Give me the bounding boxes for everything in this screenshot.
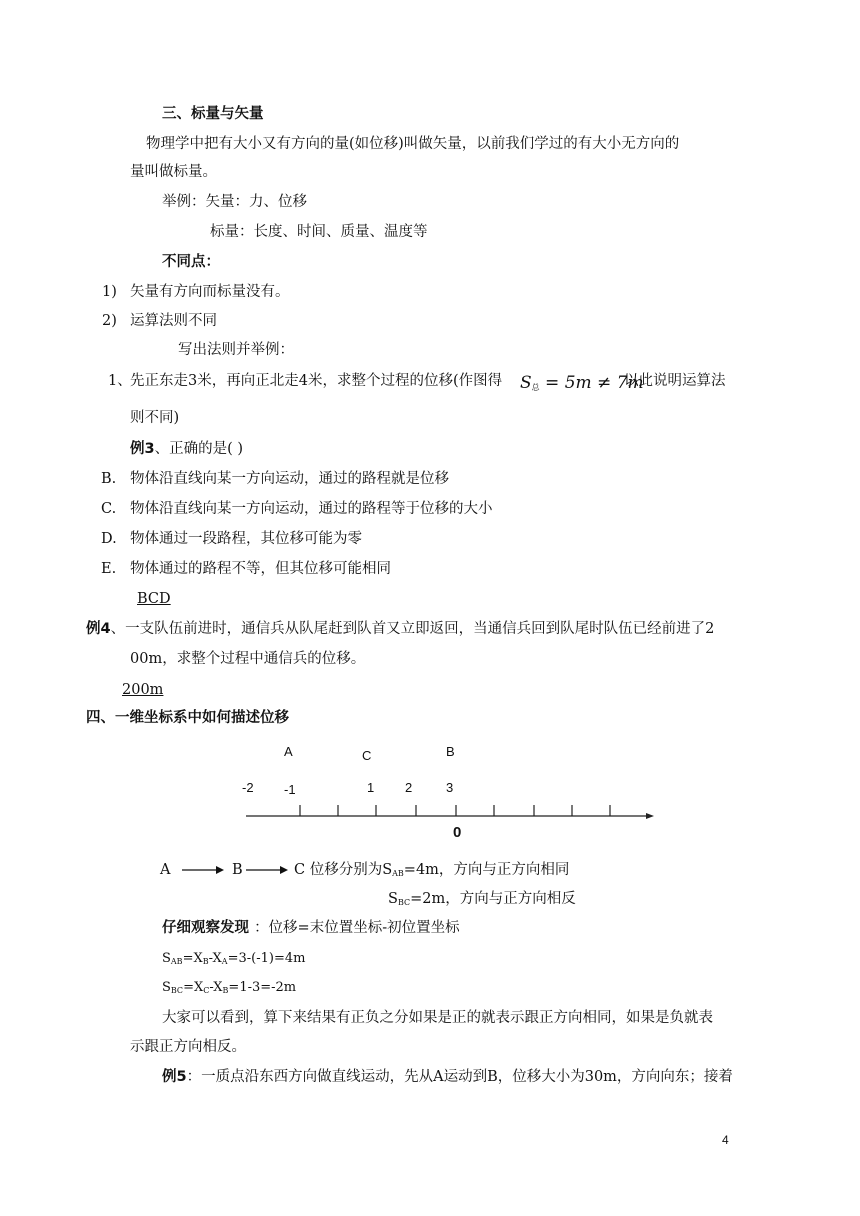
eq1-dash: -X (208, 951, 222, 966)
eq1-mid: =X (182, 951, 203, 966)
option-e-text: 物体通过的路程不等，但其位移可能相同 (130, 561, 391, 577)
example-5-text: ：一质点沿东西方向做直线运动，先从A运动到B，位移大小为30m，方向向东；接着 (186, 1069, 733, 1085)
flow-c-sub: AB (392, 869, 404, 878)
observation-line (162, 918, 460, 938)
number-line (244, 800, 656, 822)
tick-label-2: 2 (405, 780, 413, 795)
arrow-b-to-c-icon (246, 862, 290, 878)
formula-s: S (520, 373, 532, 393)
observation-text: ：位移=末位置坐标-初位置坐标 (254, 920, 460, 936)
example-3-answer: BCD (137, 591, 171, 607)
diff-item-1-text: 矢量有方向而标量没有。 (130, 284, 290, 300)
eq2-s-sub: BC (170, 986, 184, 995)
tick-label-1: 1 (367, 780, 375, 795)
question-1-text-c: 则不同) (130, 410, 180, 426)
number-line-arrow (646, 813, 654, 819)
eq2-x2-sub: B (222, 986, 229, 995)
option-c-text: 物体沿直线向某一方向运动，通过的路程等于位移的大小 (130, 501, 493, 517)
example-3-title (130, 439, 243, 459)
flow-point-b: B (232, 862, 243, 878)
displacement-bc-statement (388, 889, 576, 913)
eq1-x2-sub: A (221, 957, 228, 966)
tick-label-minus-2: -2 (242, 780, 254, 795)
example-vector: 举例：矢量：力、位移 (162, 194, 307, 210)
eq1-s: S (162, 951, 171, 966)
example-3-stem: 、正确的是( ) (154, 441, 244, 457)
page-number: 4 (722, 1133, 729, 1147)
example-4-line-2: 00m，求整个过程中通信兵的位移。 (130, 651, 366, 667)
example-4-text-1: 、一支队伍前进时，通信兵从队尾赶到队首又立即返回，当通信兵回到队尾时队伍已经前进了2 (110, 621, 715, 637)
summary-line-2: 示跟正方向相反。 (130, 1039, 246, 1055)
option-d-text: 物体通过一段路程，其位移可能为零 (130, 531, 362, 547)
intro-line-2: 量叫做标量。 (130, 164, 217, 180)
example-4-label: 例4 (86, 621, 111, 637)
bc-rest: =2m，方向与正方向相反 (410, 891, 576, 907)
equation-ab (162, 949, 305, 972)
flow-c-rest: =4m，方向与正方向相同 (403, 862, 570, 878)
rule-prompt: 写出法则并举例： (178, 342, 294, 358)
example-4-line-1 (86, 619, 714, 639)
eq1-s-sub: AB (170, 957, 183, 966)
tick-label-3: 3 (446, 780, 454, 795)
formula-subscript: 总 (531, 383, 540, 392)
diff-item-1-number: 1) (102, 284, 117, 300)
number-line-ticks (300, 805, 610, 816)
option-d-key: D. (101, 531, 117, 547)
intro-line-1: 物理学中把有大小又有方向的量(如位移)叫做矢量，以前我们学过的有大小无方向的 (146, 136, 680, 152)
origin-label: 0 (453, 824, 462, 841)
point-label-c: C (362, 748, 372, 763)
question-1-text: 先正东走3米，再向正北走4米，求整个过程的位移(作图得 (130, 373, 503, 389)
eq1-rest: =3-(-1)=4m (227, 951, 306, 966)
eq2-x1-sub: C (203, 986, 210, 995)
eq2-s: S (162, 980, 171, 995)
eq2-rest: =1-3=-2m (228, 980, 297, 995)
example-5-line (162, 1067, 733, 1087)
option-e-key: E. (101, 561, 117, 577)
point-label-b: B (446, 744, 455, 759)
question-1-text-b: 以此说明运算法 (624, 373, 726, 389)
option-c-key: C. (101, 501, 117, 517)
equation-bc (162, 978, 296, 1001)
summary-line-1: 大家可以看到，算下来结果有正负之分如果是正的就表示跟正方向相同，如果是负就表 (162, 1010, 713, 1026)
example-scalar: 标量：长度、时间、质量、温度等 (210, 224, 428, 240)
point-label-a: A (284, 744, 293, 759)
section-3-heading: 三、标量与矢量 (162, 106, 264, 122)
option-b-text: 物体沿直线向某一方向运动，通过的路程就是位移 (130, 471, 449, 487)
bc-s: S (388, 891, 398, 907)
diff-item-2-number: 2) (102, 313, 117, 329)
option-b-key: B. (101, 471, 117, 487)
eq2-mid: =X (183, 980, 204, 995)
example-4-answer: 200m (122, 682, 164, 698)
displacement-ab-statement (294, 860, 569, 884)
diff-item-2-text: 运算法则不同 (130, 313, 217, 329)
arrow-a-to-b-icon (182, 862, 226, 878)
example-5-label: 例5 (162, 1069, 187, 1085)
differences-heading: 不同点： (162, 254, 220, 270)
section-4-heading: 四、一维坐标系中如何描述位移 (86, 710, 289, 726)
example-3-label: 例3 (130, 441, 155, 457)
bc-sub: BC (397, 898, 411, 907)
flow-point-a: A (160, 862, 171, 878)
eq2-dash: -X (209, 980, 223, 995)
flow-c-text: C 位移分别为S (294, 862, 393, 878)
formula-rest: = 5m ≠ 7m (539, 373, 644, 393)
question-1-number: 1、 (108, 373, 132, 389)
tick-label-minus-1: -1 (284, 782, 296, 797)
observation-label: 仔细观察发现 (162, 920, 255, 936)
eq1-x1-sub: B (202, 957, 209, 966)
